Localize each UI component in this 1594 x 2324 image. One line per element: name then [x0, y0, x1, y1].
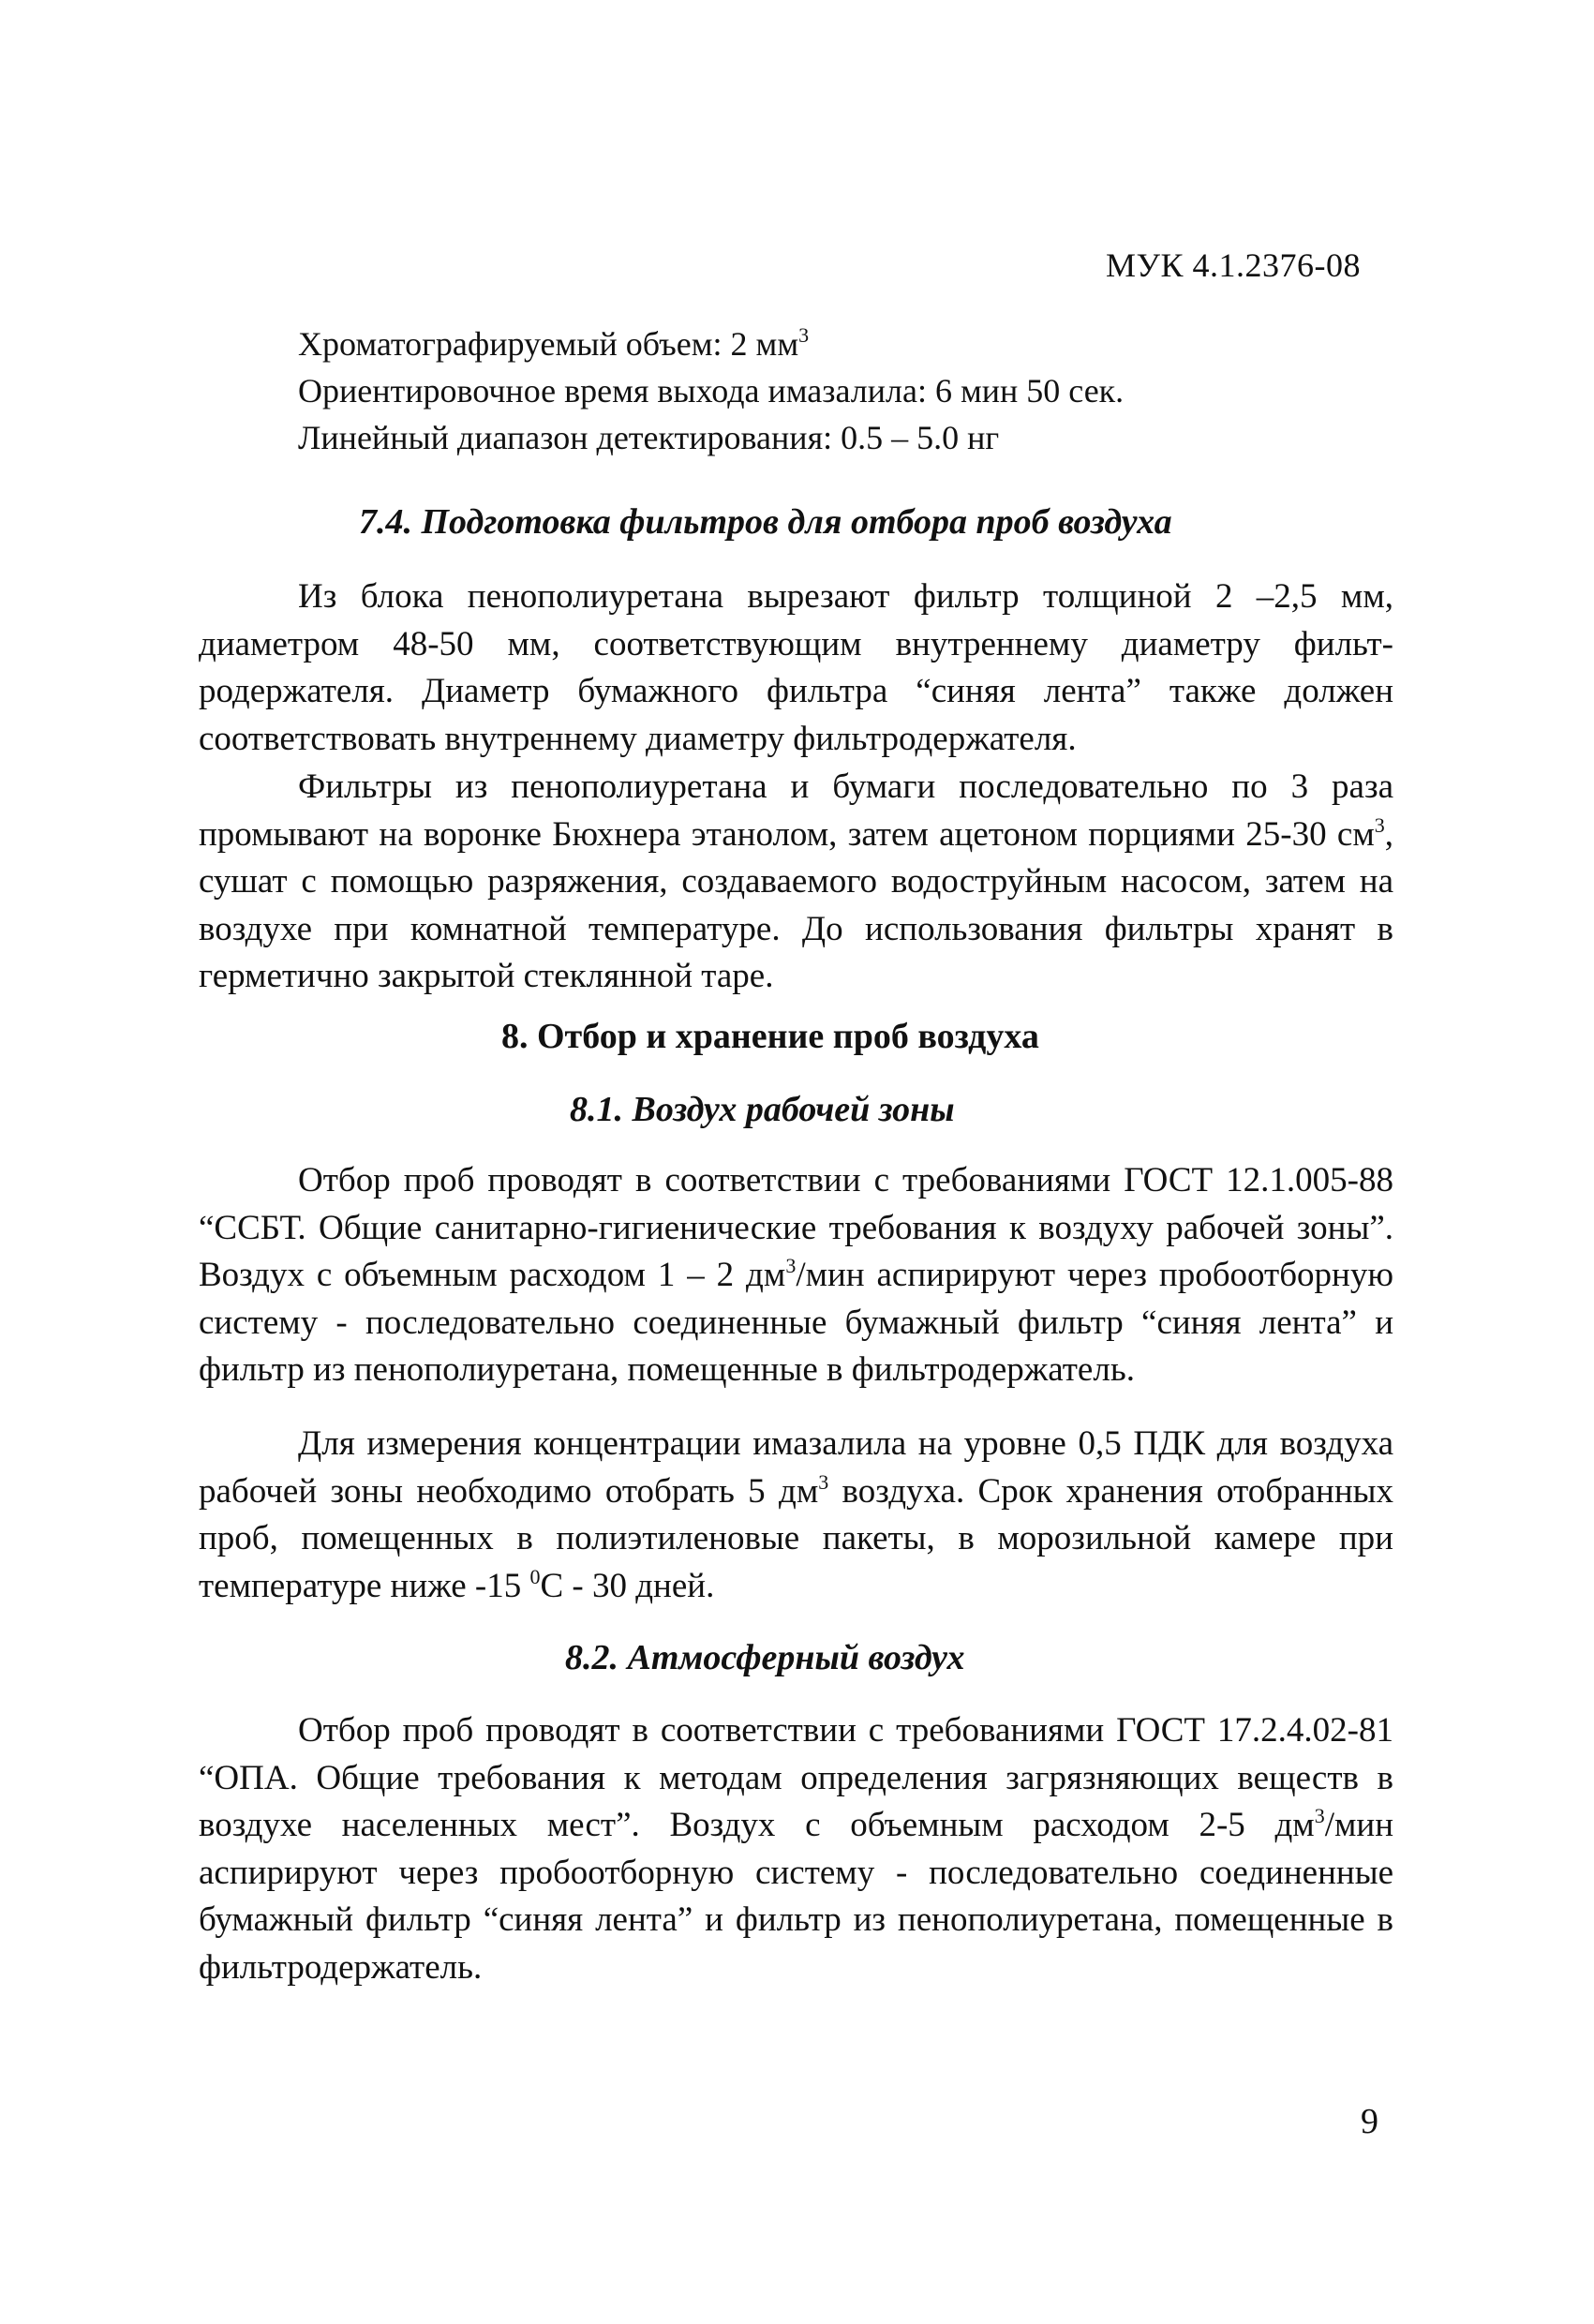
section-8-1-paragraph-1	[199, 1157, 1393, 1394]
injection-volume-exponent: 3	[798, 323, 810, 347]
section-7-4-heading: 7.4. Подготовка фильтров для отбора проб воздуха	[359, 502, 1172, 542]
section-8-1-paragraph-2-text-b: воздуха. Срок хранения отобранных проб, помещенных в полиэтиленовые пакеты, в морозильной камере при температуре ниже -15	[199, 1471, 1393, 1605]
section-8-1-paragraph-2-exponent: 3	[818, 1469, 829, 1494]
section-8-heading: 8. Отбор и хранение проб воздуха	[501, 1017, 1039, 1056]
section-7-4-paragraph-2-text-b: , сушат с помощью разряжения, создаваемого водоструйным насосом, затем на воздухе при комнатной температуре. До использования фильтры хранят в герметично закрытой стеклянной таре.	[199, 814, 1393, 995]
section-8-1-heading: 8.1. Воздух рабочей зоны	[570, 1090, 955, 1129]
section-7-4-paragraph-2-text-a: Фильтры из пенополиуретана и бумаги последовательно по 3 раза промывают на воронке Бюхнера этанолом, затем ацетоном порциями 25-30 см	[199, 767, 1393, 854]
injection-volume-text: Хроматографируемый объем: 2 мм	[298, 325, 799, 363]
linear-range-line: Линейный диапазон детектирования: 0.5 – 5.0 нг	[298, 419, 1000, 456]
section-8-1-paragraph-1-text-b: /мин аспирируют через пробоотборную систему - последовательно соединенные бумажный фильтр “синяя лента” и фильтр из пенополиуретана, помещенные в фильтродержатель.	[199, 1256, 1393, 1389]
section-8-2-paragraph-1-text-b: /мин аспирируют через пробоотборную систему - последовательно соединенные бумажный фильтр “синяя лента” и фильтр из пенополиуретана, помещенные в фильтродержатель.	[199, 1806, 1393, 1987]
injection-volume-line	[298, 320, 1124, 367]
section-8-2-paragraph-1-exponent: 3	[1314, 1804, 1325, 1827]
document-code: МУК 4.1.2376-08	[1106, 246, 1361, 284]
section-8-1-paragraph-2-text-a: Для измерения концентрации имазалила на уровне 0,5 ПДК для воздуха рабочей зоны необходимо отобрать 5 дм	[199, 1424, 1393, 1511]
page-number: 9	[1361, 2102, 1378, 2141]
section-8-2-heading: 8.2. Атмосферный воздух	[565, 1638, 965, 1677]
section-8-2-paragraph-1	[199, 1707, 1393, 1991]
section-8-1-paragraph-2-text-c: С - 30 дней.	[540, 1566, 715, 1605]
section-8-1-paragraph-1-text-a: Отбор проб проводят в соответствии с требованиями ГОСТ 12.1.005-88 “ССБТ. Общие санитарно-гигиенические требования к воздуху рабочей зоны”. Воздух с объемным расходом 1 – 2 дм	[199, 1161, 1393, 1294]
section-7-4-paragraph-2	[199, 764, 1393, 1001]
section-8-1-paragraph-2-degree-exponent: 0	[529, 1564, 541, 1588]
section-8-1-paragraph-2	[199, 1421, 1393, 1610]
section-8-2-paragraph-1-text-a: Отбор проб проводят в соответствии с требованиями ГОСТ 17.2.4.02-81 “ОПА. Общие требования к методам определения загрязняющих веществ в воздухе населенных мест”. Воздух с объемным расходом 2-5 дм	[199, 1711, 1393, 1844]
section-8-1-paragraph-1-exponent: 3	[785, 1254, 797, 1277]
chromatography-parameters	[298, 320, 1124, 461]
section-7-4-paragraph-2-exponent: 3	[1374, 812, 1385, 837]
retention-time-line: Ориентировочное время выхода имазалила: 6 мин 50 сек.	[298, 372, 1125, 410]
section-7-4-paragraph-1: Из блока пенополиуретана вырезают фильтр толщиной 2 –2,5 мм, диаметром 48-50 мм, соответствующим внутреннему диаметру фильтродержателя. Диаметр бумажного фильтра “синяя лента” также должен соответствовать внутреннему диаметру фильтродержателя.	[199, 577, 1393, 758]
